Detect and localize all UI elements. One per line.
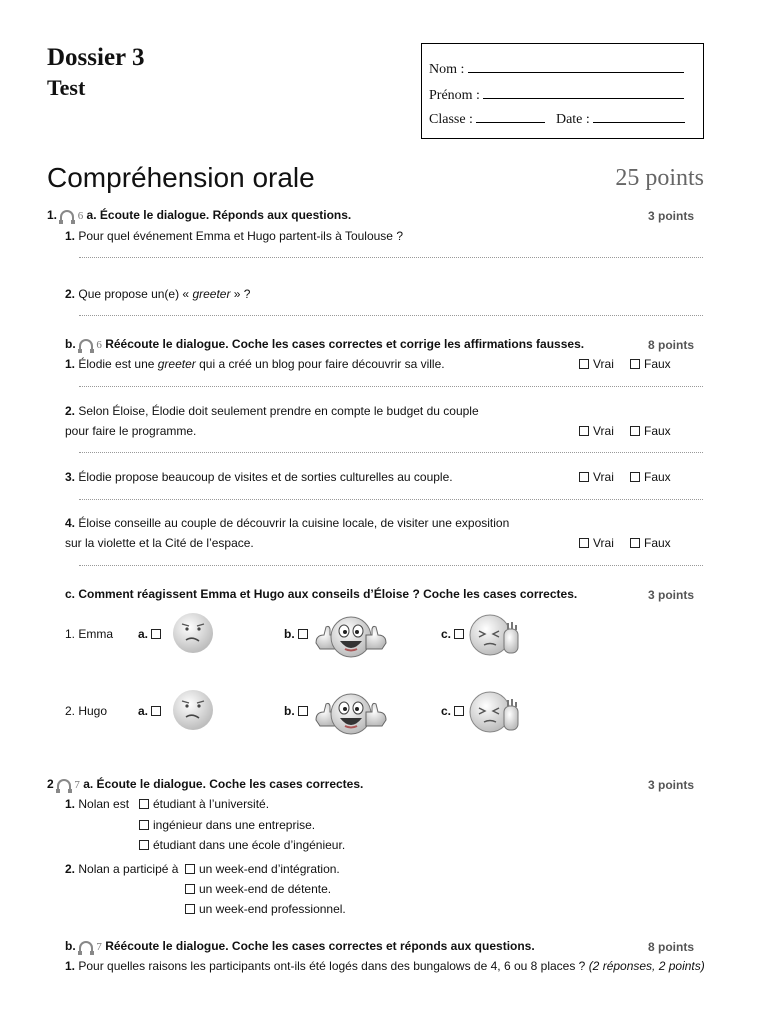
q2a-item-2-number: 2.	[65, 862, 76, 876]
q1b-item-4-number: 4.	[65, 516, 76, 530]
vrai-option[interactable]	[579, 470, 614, 484]
faux-label: Faux	[644, 470, 671, 484]
q1c-heading	[65, 587, 577, 601]
q2a-item-1-option[interactable]	[139, 838, 345, 852]
option-text: étudiant dans une école d’ingénieur.	[153, 838, 346, 852]
q1b-instruction: Réécoute le dialogue. Coche les cases correctes et corrige les affirmations fausses.	[105, 337, 585, 351]
option-c-letter: c.	[441, 627, 452, 641]
q1b-item-2-line1: Selon Éloise, Élodie doit seulement prendre en compte le budget du couple	[78, 404, 479, 418]
option-a-letter: a.	[138, 627, 149, 641]
q1a-item-1-number: 1.	[65, 229, 76, 243]
q2a-heading	[47, 777, 363, 791]
faux-option[interactable]	[630, 470, 671, 484]
q2b-item-1-number: 1.	[65, 959, 76, 973]
q1a-item-1	[65, 229, 403, 243]
option-checkbox[interactable]	[298, 706, 308, 716]
vrai-option[interactable]	[579, 357, 614, 371]
option-checkbox[interactable]	[298, 629, 308, 639]
headphones-icon	[79, 339, 93, 349]
q1b-item-1-em: greeter	[157, 357, 196, 371]
confused-face-icon	[170, 687, 216, 733]
option-text: ingénieur dans une entreprise.	[153, 818, 316, 832]
option-b-letter: b.	[284, 627, 295, 641]
q1b-item-4	[65, 516, 509, 530]
q1b-prefix: b.	[65, 337, 76, 351]
vrai-checkbox[interactable]	[579, 359, 589, 369]
q1-number: 1.	[47, 208, 58, 222]
option-checkbox[interactable]	[139, 840, 149, 850]
answer-line[interactable]	[79, 386, 703, 387]
headphones-icon	[60, 210, 74, 220]
option-checkbox[interactable]	[139, 820, 149, 830]
option-checkbox[interactable]	[151, 629, 161, 639]
thumbs-up-face-icon	[312, 609, 390, 661]
headphones-icon	[57, 779, 71, 789]
q2a-item-1-number: 1.	[65, 797, 76, 811]
vrai-checkbox[interactable]	[579, 426, 589, 436]
q1b-item-4-line1: Éloise conseille au couple de découvrir la cuisine locale, de visiter une exposition	[78, 516, 510, 530]
q2a-item-2-stem: Nolan a participé à	[78, 862, 179, 876]
dossier-title: Dossier 3	[47, 44, 145, 71]
thumbs-up-face-icon	[312, 686, 390, 738]
option-checkbox[interactable]	[185, 884, 195, 894]
answer-line[interactable]	[79, 565, 703, 566]
q1a-item-2-post: » ?	[230, 287, 251, 301]
q1b-item-2-line2: pour faire le programme.	[65, 424, 197, 438]
q2a-item-2-option[interactable]	[185, 902, 346, 916]
q1b-item-1-post: qui a créé un blog pour faire découvrir sa ville.	[195, 357, 445, 371]
q1b-item-1	[65, 357, 445, 371]
option-text: un week-end de détente.	[199, 882, 332, 896]
headphones-icon	[79, 941, 93, 951]
q2a-item-2-option[interactable]	[185, 882, 331, 896]
answer-line[interactable]	[79, 257, 703, 258]
q1-track-number: 6	[77, 210, 84, 222]
q2b-heading	[65, 939, 535, 953]
q1a-item-1-text: Pour quel événement Emma et Hugo partent-ils à Toulouse ?	[78, 229, 403, 243]
option-checkbox[interactable]	[185, 864, 195, 874]
vrai-checkbox[interactable]	[579, 538, 589, 548]
q2a-item-1-stem: Nolan est	[78, 797, 130, 811]
prenom-label: Prénom :	[429, 88, 480, 103]
confused-face-icon	[170, 610, 216, 656]
q1b-track-number: 6	[96, 339, 102, 351]
q1b-item-1-number: 1.	[65, 357, 76, 371]
faux-label: Faux	[644, 536, 671, 550]
q2b-item-1-text: Pour quelles raisons les participants ont-ils été logés dans des bungalows de 4, 6 ou 8 places ?	[78, 959, 586, 973]
hugo-option-c[interactable]	[441, 704, 468, 718]
classe-date-line	[429, 111, 685, 128]
faux-checkbox[interactable]	[630, 426, 640, 436]
emma-option-b[interactable]	[284, 627, 312, 641]
answer-line[interactable]	[79, 452, 703, 453]
prenom-line	[429, 87, 684, 104]
q1a-item-2-number: 2.	[65, 287, 76, 301]
q2b-instruction: Réécoute le dialogue. Coche les cases correctes et réponds aux questions.	[105, 939, 535, 953]
faux-option[interactable]	[630, 357, 671, 371]
option-checkbox[interactable]	[151, 706, 161, 716]
q1b-heading	[65, 337, 584, 351]
q1a-instruction: a. Écoute le dialogue. Réponds aux questions.	[86, 208, 352, 222]
option-checkbox[interactable]	[454, 629, 464, 639]
section-title: Compréhension orale	[47, 162, 315, 193]
vrai-label: Vrai	[593, 470, 614, 484]
q2b-item-1	[65, 959, 705, 973]
vrai-label: Vrai	[593, 424, 614, 438]
q1a-item-2	[65, 287, 250, 301]
q1c-points: 3 points	[647, 588, 694, 602]
option-checkbox[interactable]	[454, 706, 464, 716]
nom-line	[429, 61, 684, 78]
q2a-points: 3 points	[647, 778, 694, 792]
faux-label: Faux	[644, 357, 671, 371]
q1b-item-1-pre: Élodie est une	[78, 357, 158, 371]
date-label: Date :	[555, 112, 590, 127]
q1c-instruction: c. Comment réagissent Emma et Hugo aux conseils d’Éloise ? Coche les cases correctes.	[65, 587, 578, 601]
q2-track-number: 7	[74, 779, 80, 791]
q2a-instruction: a. Écoute le dialogue. Coche les cases correctes.	[83, 777, 364, 791]
vrai-checkbox[interactable]	[579, 472, 589, 482]
q2b-item-1-note: (2 réponses, 2 points)	[588, 959, 705, 973]
q1b-item-4-line2: sur la violette et la Cité de l’espace.	[65, 536, 254, 550]
nom-label: Nom :	[429, 62, 465, 77]
answer-line[interactable]	[79, 499, 703, 500]
stop-hand-face-icon	[466, 611, 522, 659]
q2b-track-number: 7	[96, 941, 102, 953]
faux-checkbox[interactable]	[630, 538, 640, 548]
q2b-prefix: b.	[65, 939, 76, 953]
faux-checkbox[interactable]	[630, 472, 640, 482]
option-text: un week-end d’intégration.	[199, 862, 340, 876]
student-info-box	[421, 43, 704, 139]
q1b-item-3-number: 3.	[65, 470, 76, 484]
date-field[interactable]	[593, 111, 685, 123]
prenom-field[interactable]	[483, 87, 684, 99]
emma-option-a[interactable]	[138, 627, 165, 641]
test-subtitle: Test	[47, 75, 86, 100]
nom-field[interactable]	[468, 61, 684, 73]
option-checkbox[interactable]	[139, 799, 149, 809]
vrai-option[interactable]	[579, 536, 614, 550]
option-text: étudiant à l’université.	[153, 797, 270, 811]
q2-number: 2	[47, 777, 54, 791]
q1b-item-2	[65, 404, 479, 418]
classe-label: Classe :	[429, 112, 473, 127]
answer-line[interactable]	[79, 315, 703, 316]
faux-checkbox[interactable]	[630, 359, 640, 369]
faux-label: Faux	[644, 424, 671, 438]
emma-label: 1. Emma	[65, 627, 114, 641]
hugo-option-b[interactable]	[284, 704, 312, 718]
hugo-option-a[interactable]	[138, 704, 165, 718]
faux-option[interactable]	[630, 424, 671, 438]
q1a-item-2-em: greeter	[192, 287, 231, 301]
q2b-points: 8 points	[647, 940, 694, 954]
q2a-item-1-option[interactable]	[139, 797, 269, 811]
classe-field[interactable]	[476, 111, 545, 123]
q1b-item-3	[65, 470, 453, 484]
option-text: un week-end professionnel.	[199, 902, 346, 916]
q1a-heading	[47, 208, 351, 222]
q1a-points: 3 points	[647, 209, 694, 223]
stop-hand-face-icon	[466, 688, 522, 736]
vrai-option[interactable]	[579, 424, 614, 438]
option-b-letter: b.	[284, 704, 295, 718]
q2a-item-1	[65, 797, 129, 811]
q2a-item-2-option[interactable]	[185, 862, 340, 876]
faux-option[interactable]	[630, 536, 671, 550]
q2a-item-2	[65, 862, 178, 876]
emma-option-c[interactable]	[441, 627, 468, 641]
vrai-label: Vrai	[593, 536, 614, 550]
q1b-points: 8 points	[647, 338, 694, 352]
section-points: 25 points	[615, 165, 704, 191]
q2a-item-1-option[interactable]	[139, 818, 315, 832]
option-a-letter: a.	[138, 704, 149, 718]
q1a-item-2-pre: Que propose un(e) «	[78, 287, 193, 301]
vrai-label: Vrai	[593, 357, 614, 371]
option-c-letter: c.	[441, 704, 452, 718]
option-checkbox[interactable]	[185, 904, 195, 914]
q1b-item-3-text: Élodie propose beaucoup de visites et de sorties culturelles au couple.	[78, 470, 453, 484]
hugo-label: 2. Hugo	[65, 704, 108, 718]
q1b-item-2-number: 2.	[65, 404, 76, 418]
